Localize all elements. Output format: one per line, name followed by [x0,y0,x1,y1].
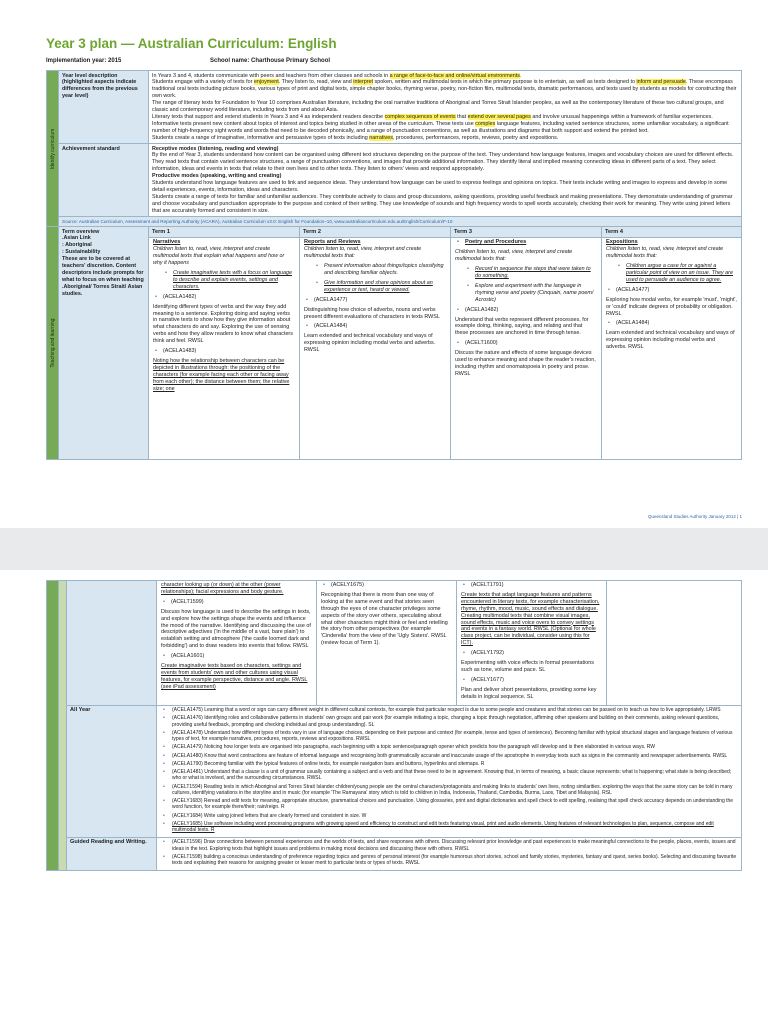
term-4-content: Expositions Children listen to, read, view, interpret and create multimodal texts that: • Children argue a case for or against a particular point of view on an issue. They are used to persuade an audience to agree. • (ACELA1477) Exploring how modal verbs, for example 'must', 'might', or 'could' indicate degrees of probability or obligation. RWSL • (ACELA1484) Learn extended and technical vocabulary and ways of expressing opinion including modal verbs and adverbs. RWSL [602,238,742,460]
term-1-content: Narratives Children listen to, read, view, interpret and create multimodal texts that explain what happens and how or why it happens • Create imaginative texts with a focus on language to describe and explain events, settings and characters. • (ACELA1482) Identifying different types of verbs and the way they add meaning to a sentence. Exploring doing and saying verbs in narrative texts to show how they give information about what characters do and say. Exploring the use of sensing verbs and how they allow readers to know what characters think and feel. RWSL • (ACELA1483) Noting how the relationship between characters can be depicted in illustrations through: the positioning of the characters (for example facing each other or facing away from each other); the distance between them; the relative size; one [149,238,300,460]
term-4-header: Term 4 [602,227,742,238]
list-item: • (ACELA1790) Becoming familiar with the typical features of online texts, for example navigation bars and buttons, hyperlinks and sitemaps. R [160,761,738,767]
all-year-label: All Year [67,705,157,837]
page-footer: Queensland Studies Authority January 2012 | 1 [648,514,742,519]
term-2-content: Reports and Reviews Children listen to, read, view, interpret and create multimodal texts that: • Present information about things/topics classifying and describing familiar objects. • Give information and share opinions about an experience or text, heard or viewed. • (ACELA1477) Distinguishing how choice of adverbs, nouns and verbs present different evaluations of characters in texts RWSL • (ACELA1484) Learn extended and technical vocabulary and ways of expressing opinion including modal verbs and adverbs. RWSL [300,238,451,460]
achievement-standard-label: Achievement standard [59,144,149,217]
term-3-header: Term 3 [451,227,602,238]
list-item: • (ACELA1478) Understand how different types of texts vary in use of language choices, depending on their purpose and context (for example, tense and types of sentences). Becoming familiar with typical structural stages and language features of various types of text, for example narratives, procedures, reports, reviews and expositions. RWSL [160,730,738,743]
term-3-content: • Poetry and Procedures Children listen to, read, view, interpret and create multimodal texts that: • Record in sequence the steps that were taken to do something. • Explore and experiment with the language in rhyming verse and poetry (Cinquain, name poem/ Acrostic) • (ACELA1482) Understand that verbs represent different processes, for example doing, thinking, saying, and relating and that these processes are anchored in time through tense. • (ACELT1600) Discuss the nature and effects of some language devices used to enhance meaning and shape the reader's reaction, including rhythm and onomatopoeia in poetry and prose. RWSL [451,238,602,460]
curriculum-table [46,70,742,460]
term-2-continued: • (ACELY1675) Recognising that there is more than one way of looking at the same event and that stories seen through the eyes of one character privileges some aspects of the story over others, speculating about what other characters might think or feel and retelling the story from other perspectives (for example 'Cinderella' from the view of the 'Ugly Sisters'. RWSL (review focus of Term 1). [317,581,457,706]
term-4-continued [607,581,742,706]
source-citation: Source: Australian Curriculum, Assessment and Reporting Authority (ACARA), Australian Curriculum v3.0: English for Foundation–10, www.australiancurriculum.edu.au/English/Curriculum/F-10 [59,217,742,227]
list-item: • (ACELT1598) building a conscious understanding of preference regarding topics and genres of personal interest (for example humorous short stories, school and family stories, mysteries, fantasy and quest, series books). Selecting and discussing favourite texts and explaining their reasons for assigning greater or lesser merit to particular texts or types of texts. RWSL [160,854,738,867]
identify-curriculum-sidebar: Identify curriculum [47,71,59,227]
term-2-header: Term 2 [300,227,451,238]
implementation-year: Implementation year: 2015 [46,58,122,64]
teaching-learning-sidebar: Teaching and learning [47,227,59,460]
list-item: • (ACELA1476) Identifying roles and collaborative patterns in students' own groups and pair work (for example initiating a topic, changing a topic through negotiation, affirming other speakers and building on their comments, asking relevant questions, providing useful feedback, prompting and checking individual and group understanding). SL [160,715,738,728]
term-1-continued: character looking up (or down) at the other (power relationships); facial expressions and body gesture. • (ACELT1599) Discuss how language is used to describe the settings in texts, and explore how the settings shape the events and influence the mood of the narrative. Identifying and discussing the use of descriptive adjectives ('in the middle of a vast, bare plain') to establish setting and atmosphere ('the castle loomed dark and forbidding') and to draw readers into events that follow. RWSL • (ACELA1601) Create imaginative texts based on characters, settings and events from students' own and other cultures using visual features, for example perspective, distance and angle. RWSL (see iPad assessment) [157,581,317,706]
school-name: School name: Charthouse Primary School [210,58,331,64]
list-item: • (ACELY1684) Write using joined letters that are clearly formed and consistent in size. W [160,813,738,819]
guided-reading-label: Guided Reading and Writing. [67,837,157,870]
page-title: Year 3 plan — Australian Curriculum: English [46,36,337,51]
page-gap [0,528,768,570]
list-item: • (ACELY1683) Reread and edit texts for meaning, appropriate structure, grammatical choices and punctuation. Using glossaries, print and digital dictionaries and spell check to edit spelling, realising that spell check accuracy depends on understanding the word function, for example there/their; rain/reign. R [160,798,738,811]
list-item: • (ACELA1481) Understand that a clause is a unit of grammar usually containing a subject and a verb and that these need to be in agreement. Knowing that, in terms of meaning, a basic clause represents: what is happening; what state is being described; who or what is involved, and the surrounding circumstances. RWSL [160,769,738,782]
curriculum-table-continued [46,580,742,871]
achievement-standard: Receptive modes (listening, reading and viewing) By the end of Year 3, students understand how content can be organised using different text structures depending on the purpose of the text. They understand how language features, images and vocabulary choices are used for different effects. They read texts that contain varied sentence structures, a range of punctuation conventions, and images that provide additional information. They identify literal and implied meaning connecting ideas in different parts of a text. They select information, ideas and events in texts that relate to their own lives and to other texts. They listen to others' views and respond appropriately. Productive modes (speaking, writing and creating) Students understand how language features are used to link and sequence ideas. They understand how language can be used to express feelings and opinions on topics. Their texts include writing and images to express and develop in some detail experiences, events, information, ideas and characters. Students create a range of texts for familiar and unfamiliar audiences. They contribute actively to class and group discussions, asking questions, providing useful feedback and making presentations. They demonstrate understanding of grammar and choose vocabulary and punctuation appropriate to the purpose and context of their writing. They use knowledge of sounds and high frequency words to spell words accurately, checking their work for meaning. They write using joined letters that are accurately formed and consistent in size. [149,144,742,217]
list-item: • (ACELA1479) Noticing how longer texts are organised into paragraphs, each beginning with a topic sentence/paragraph opener which predicts how the paragraph will develop and is then elaborated in various ways. RW [160,744,738,750]
term-3-continued: • (ACELT1791) Create texts that adapt language features and patterns encountered in literary texts, for example characterisation, rhyme, rhythm, mood, music, sound effects and dialogue. Creating multimodal texts that combine visual images, sound effects, music and voice overs to convey settings and events in a fantasy world. RWSL (Optional for whole class project, can be individual, consider using this for ICT). • (ACELY1792) Experimenting with voice effects in formal presentations such as tone, volume and pace. SL • (ACELY1677) Plan and deliver short presentations, providing some key details in logical sequence. SL [457,581,607,706]
page-2 [0,570,768,1024]
continued-label [67,581,157,706]
list-item: • (ACELA1475) Learning that a word or sign can carry different weight in different cultural contexts, for example that particular respect is due to some people and creatures and that stories can be passed on to teach us how to live appropriately. LRWS [160,707,738,713]
year-level-label: Year level description (highlighted aspects indicate differences from the previous year level) [59,71,149,144]
year-level-description: In Years 3 and 4, students communicate with peers and teachers from other classes and schools in a range of face-to-face and online/virtual environments. Students engage with a variety of texts for enjoyment. They listen to, read, view and interpret spoken, written and multimodal texts in which the primary purpose is to entertain, as well as texts designed to inform and persuade. These encompass traditional oral texts including picture books, various types of print and digital texts, simple chapter books, rhyming verse, poetry, non-fiction film, multimodal texts, dramatic performances, and texts used by students as models for constructing their own work. The range of literary texts for Foundation to Year 10 comprises Australian literature, including the oral narrative traditions of Aboriginal and Torres Strait Islander peoples, as well as the contemporary literature of these two cultural groups, and classic and contemporary world literature, including texts from and about Asia. Literary texts that support and extend students in Years 3 and 4 as independent readers describe complex sequences of events that extend over several pages and involve unusual happenings within a framework of familiar experiences. Informative texts present new content about topics of interest and topics being studied in other areas of the curriculum. These texts use complex language features, including varied sentence structures, some unfamiliar vocabulary, a significant number of high-frequency sight words and words that need to be decoded phonically, and a range of punctuation conventions, as well as illustrations and diagrams that both support and extend the printed text. Students create a range of imaginative, informative and persuasive types of texts including narratives, procedures, performances, reports, reviews, poetry and expositions. [149,71,742,144]
list-item: • (ACELT1594) Reading texts in which Aboriginal and Torres Strait Islander children/young people are the central characters/protagonists and making links to students' own lives, noting similarities. exploring the ways that the same story can be told in many cultures, identifying variations in the storyline and in music (for example 'The Ramayana' story which is told to children in India, Indonesia, Thailand, Cambodia, Burma, Laos, Tibet and Malaysia). RSL [160,784,738,797]
guided-reading-list [157,837,742,870]
list-item: • (ACELY1685) Use software including word processing programs with growing speed and efficiency to construct and edit texts featuring visual, print and audio elements. Using features of relevant technologies to plan, sequence, compose and edit multimodal texts. R [160,821,738,834]
list-item: • (ACELA1480) Know that word contractions are feature of informal language and recognising both grammatically accurate and inaccurate usage of the apostrophe in everyday texts such as signs in the community and newspaper advertisements. RWSL [160,753,738,759]
page-2-sidebar [47,581,59,871]
term-overview-label: Term overview .Asian Link : Aboriginal : Sustainability These are to be covered at teachers' discretion. Content descriptors include prompts for what to focus on when teaching .Aboriginal/ Torres Strait/ Asian studies. [59,227,149,460]
page-2-sidebar-inner [59,581,67,871]
all-year-list [157,705,742,837]
list-item: • (ACELT1596) Draw connections between personal experiences and the worlds of texts, and share responses with others. Discussing relevant prior knowledge and past experiences to make meaningful connections to the people, places, events, issues and ideas in the text. Exploring texts that highlight issues and problems in making moral decisions and discussing these with others. RWSL [160,839,738,852]
term-1-header: Term 1 [149,227,300,238]
